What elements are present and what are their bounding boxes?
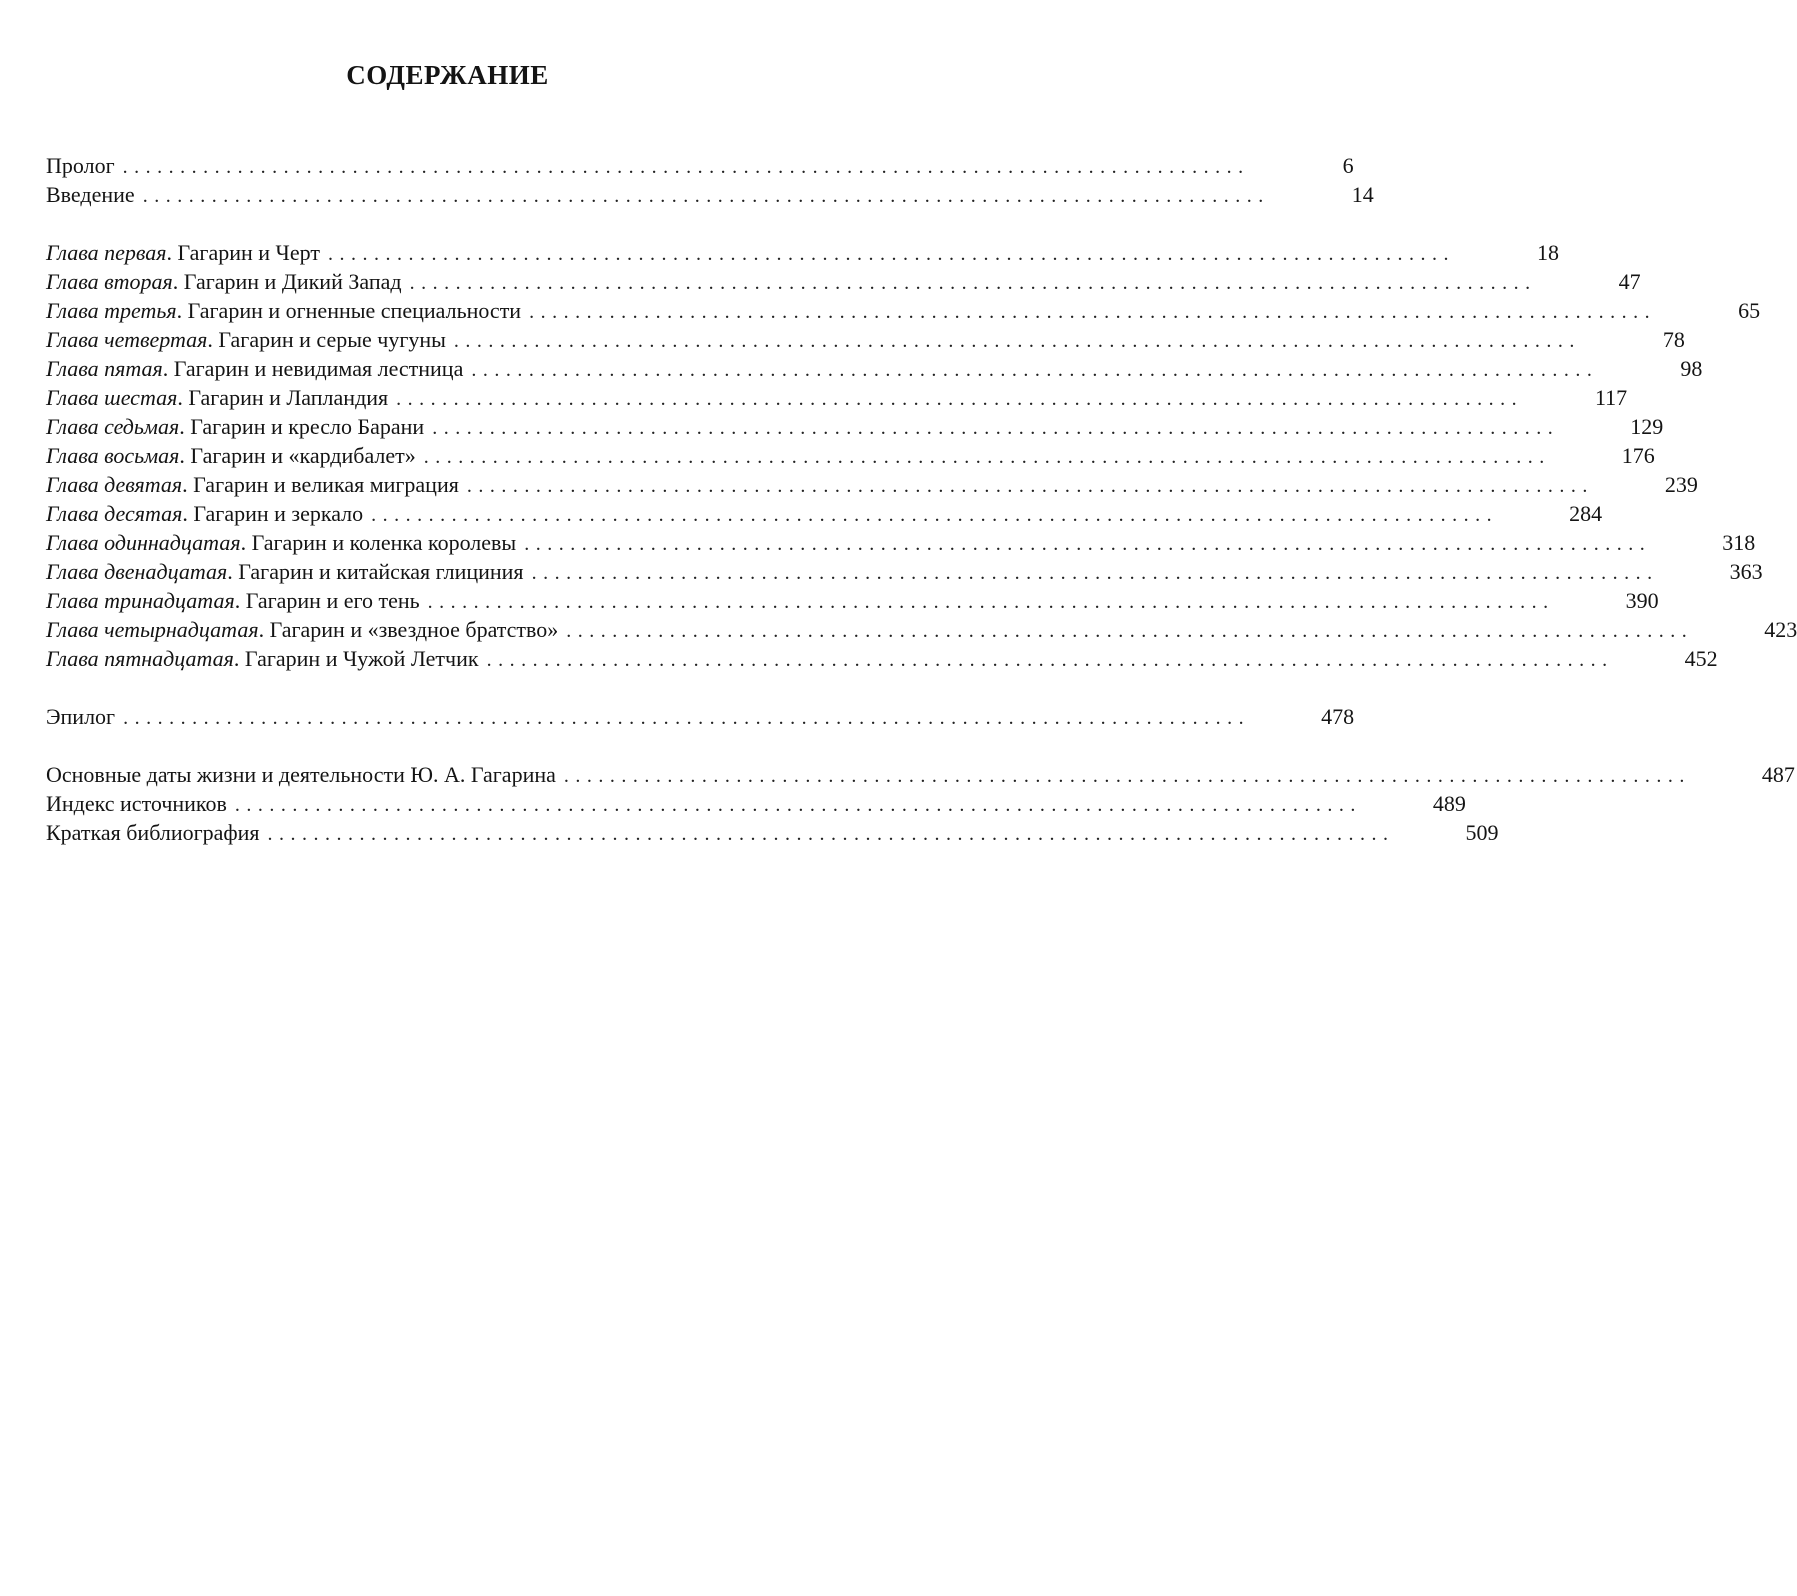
toc-entry[interactable] xyxy=(46,528,1756,557)
toc-entry[interactable] xyxy=(46,818,1499,847)
page-number: 14 xyxy=(1351,182,1374,207)
page-number: 47 xyxy=(1618,269,1641,294)
entry-label xyxy=(46,354,463,383)
chapter-prefix: Глава пятнадцатая xyxy=(46,646,234,671)
page-number: 390 xyxy=(1625,588,1659,613)
entry-label xyxy=(46,267,402,296)
toc-entry[interactable] xyxy=(46,789,1466,818)
dot-leader: .................................................................................................. xyxy=(531,562,1659,584)
toc-entry[interactable] xyxy=(46,238,1559,267)
toc-entry[interactable] xyxy=(46,615,1797,644)
dot-leader: .................................................................................................. xyxy=(327,243,1455,265)
entry-title: . Гагарин и «кардибалет» xyxy=(179,443,416,468)
dot-leader: .................................................................................................. xyxy=(466,475,1594,497)
entry-title: . Гагарин и коленка королевы xyxy=(240,530,517,555)
dot-leader: .................................................................................................. xyxy=(566,620,1694,642)
dot-leader: .................................................................................................. xyxy=(123,707,1251,729)
entry-label xyxy=(46,325,446,354)
toc-entry[interactable] xyxy=(46,760,1795,789)
toc-entry[interactable] xyxy=(46,586,1659,615)
dot-leader: .................................................................................................. xyxy=(234,794,1362,816)
page-number: 18 xyxy=(1536,240,1559,265)
entry-label xyxy=(46,441,416,470)
toc-entry[interactable] xyxy=(46,354,1703,383)
entry-label xyxy=(46,412,424,441)
entry-label xyxy=(46,760,556,789)
toc-entry[interactable] xyxy=(46,267,1641,296)
toc-entry[interactable] xyxy=(46,151,1354,180)
chapter-prefix: Глава шестая xyxy=(46,385,178,410)
entry-title: . Гагарин и китайская глициния xyxy=(227,559,524,584)
toc-entry[interactable] xyxy=(46,296,1761,325)
entry-label xyxy=(46,615,558,644)
dot-leader: .................................................................................................. xyxy=(267,823,1395,845)
entry-title: . Гагарин и зеркало xyxy=(182,501,364,526)
chapter-prefix: Глава четвертая xyxy=(46,327,208,352)
page-number: 423 xyxy=(1764,617,1797,642)
entry-title: Введение xyxy=(46,182,135,207)
chapter-prefix: Глава первая xyxy=(46,240,167,265)
toc-entry[interactable] xyxy=(46,499,1603,528)
dot-leader: .................................................................................................. xyxy=(396,388,1524,410)
dot-leader: .................................................................................................. xyxy=(524,533,1652,555)
chapter-prefix: Глава восьмая xyxy=(46,443,180,468)
toc-entry[interactable] xyxy=(46,383,1628,412)
page-number: 129 xyxy=(1630,414,1664,439)
entry-label xyxy=(46,586,420,615)
dot-leader: .................................................................................................. xyxy=(453,330,1581,352)
page-number: 489 xyxy=(1432,791,1466,816)
entry-label xyxy=(46,238,320,267)
entry-title: Основные даты жизни и деятельности Ю. А. Гагарина xyxy=(46,762,556,787)
entry-label xyxy=(46,499,363,528)
table-of-contents xyxy=(46,151,1797,847)
entry-label xyxy=(46,470,459,499)
entry-label xyxy=(46,818,260,847)
dot-leader: .................................................................................................. xyxy=(423,446,1551,468)
page-number: 284 xyxy=(1569,501,1603,526)
chapter-prefix: Глава тринадцатая xyxy=(46,588,235,613)
page-number: 318 xyxy=(1722,530,1756,555)
entry-title: . Гагарин и Черт xyxy=(166,240,320,265)
dot-leader: .................................................................................................. xyxy=(427,591,1555,613)
chapter-prefix: Глава десятая xyxy=(46,501,183,526)
entry-label xyxy=(46,151,115,180)
chapter-prefix: Глава третья xyxy=(46,298,177,323)
dot-leader: .................................................................................................. xyxy=(432,417,1560,439)
entry-title: . Гагарин и невидимая лестница xyxy=(162,356,464,381)
dot-leader: .................................................................................................. xyxy=(122,156,1250,178)
toc-entry[interactable] xyxy=(46,325,1685,354)
entry-label xyxy=(46,296,521,325)
entry-title: . Гагарин и Дикий Запад xyxy=(172,269,402,294)
entry-title: Эпилог xyxy=(46,704,116,729)
dot-leader: .................................................................................................. xyxy=(486,649,1614,671)
entry-title: Индекс источников xyxy=(46,791,227,816)
entry-label xyxy=(46,789,227,818)
entry-title: . Гагарин и кресло Барани xyxy=(179,414,425,439)
page-number: 239 xyxy=(1664,472,1698,497)
entry-title: . Гагарин и огненные специальности xyxy=(176,298,522,323)
entry-title: . Гагарин и серые чугуны xyxy=(207,327,446,352)
chapter-prefix: Глава девятая xyxy=(46,472,183,497)
entry-title: . Гагарин и Чужой Летчик xyxy=(233,646,479,671)
entry-title: Краткая библиография xyxy=(46,820,260,845)
page-number: 478 xyxy=(1321,704,1355,729)
entry-label xyxy=(46,383,388,412)
entry-title: . Гагарин и его тень xyxy=(234,588,420,613)
chapter-prefix: Глава вторая xyxy=(46,269,173,294)
dot-leader: .................................................................................................. xyxy=(142,185,1270,207)
toc-entry[interactable] xyxy=(46,557,1763,586)
dot-leader: .................................................................................................. xyxy=(563,765,1691,787)
entry-title: . Гагарин и «звездное братство» xyxy=(258,617,559,642)
entry-title: . Гагарин и Лапландия xyxy=(177,385,389,410)
page-title: СОДЕРЖАНИЕ xyxy=(346,60,549,90)
entry-label xyxy=(46,702,115,731)
page-number: 6 xyxy=(1342,153,1354,178)
entry-label xyxy=(46,557,524,586)
chapter-prefix: Глава одиннадцатая xyxy=(46,530,241,555)
entry-title: Пролог xyxy=(46,153,115,178)
toc-entry[interactable] xyxy=(46,702,1355,731)
entry-label xyxy=(46,644,479,673)
chapter-prefix: Глава пятая xyxy=(46,356,163,381)
toc-entry[interactable] xyxy=(46,470,1698,499)
page-number: 78 xyxy=(1662,327,1685,352)
page-number: 509 xyxy=(1465,820,1499,845)
chapter-prefix: Глава седьмая xyxy=(46,414,180,439)
page-number: 117 xyxy=(1594,385,1628,410)
dot-leader: .................................................................................................. xyxy=(371,504,1499,526)
dot-leader: .................................................................................................. xyxy=(529,301,1657,323)
page-number: 452 xyxy=(1684,646,1718,671)
dot-leader: .................................................................................................. xyxy=(471,359,1599,381)
page-number: 176 xyxy=(1621,443,1655,468)
page-number: 487 xyxy=(1761,762,1795,787)
page-number: 98 xyxy=(1680,356,1703,381)
page-number: 65 xyxy=(1738,298,1761,323)
toc-entry[interactable] xyxy=(46,441,1655,470)
chapter-prefix: Глава двенадцатая xyxy=(46,559,228,584)
entry-label xyxy=(46,180,135,209)
page-number: 363 xyxy=(1729,559,1763,584)
toc-entry[interactable] xyxy=(46,644,1718,673)
toc-entry[interactable] xyxy=(46,412,1664,441)
chapter-prefix: Глава четырнадцатая xyxy=(46,617,259,642)
toc-entry[interactable] xyxy=(46,180,1374,209)
entry-label xyxy=(46,528,516,557)
dot-leader: .................................................................................................. xyxy=(409,272,1537,294)
entry-title: . Гагарин и великая миграция xyxy=(182,472,459,497)
